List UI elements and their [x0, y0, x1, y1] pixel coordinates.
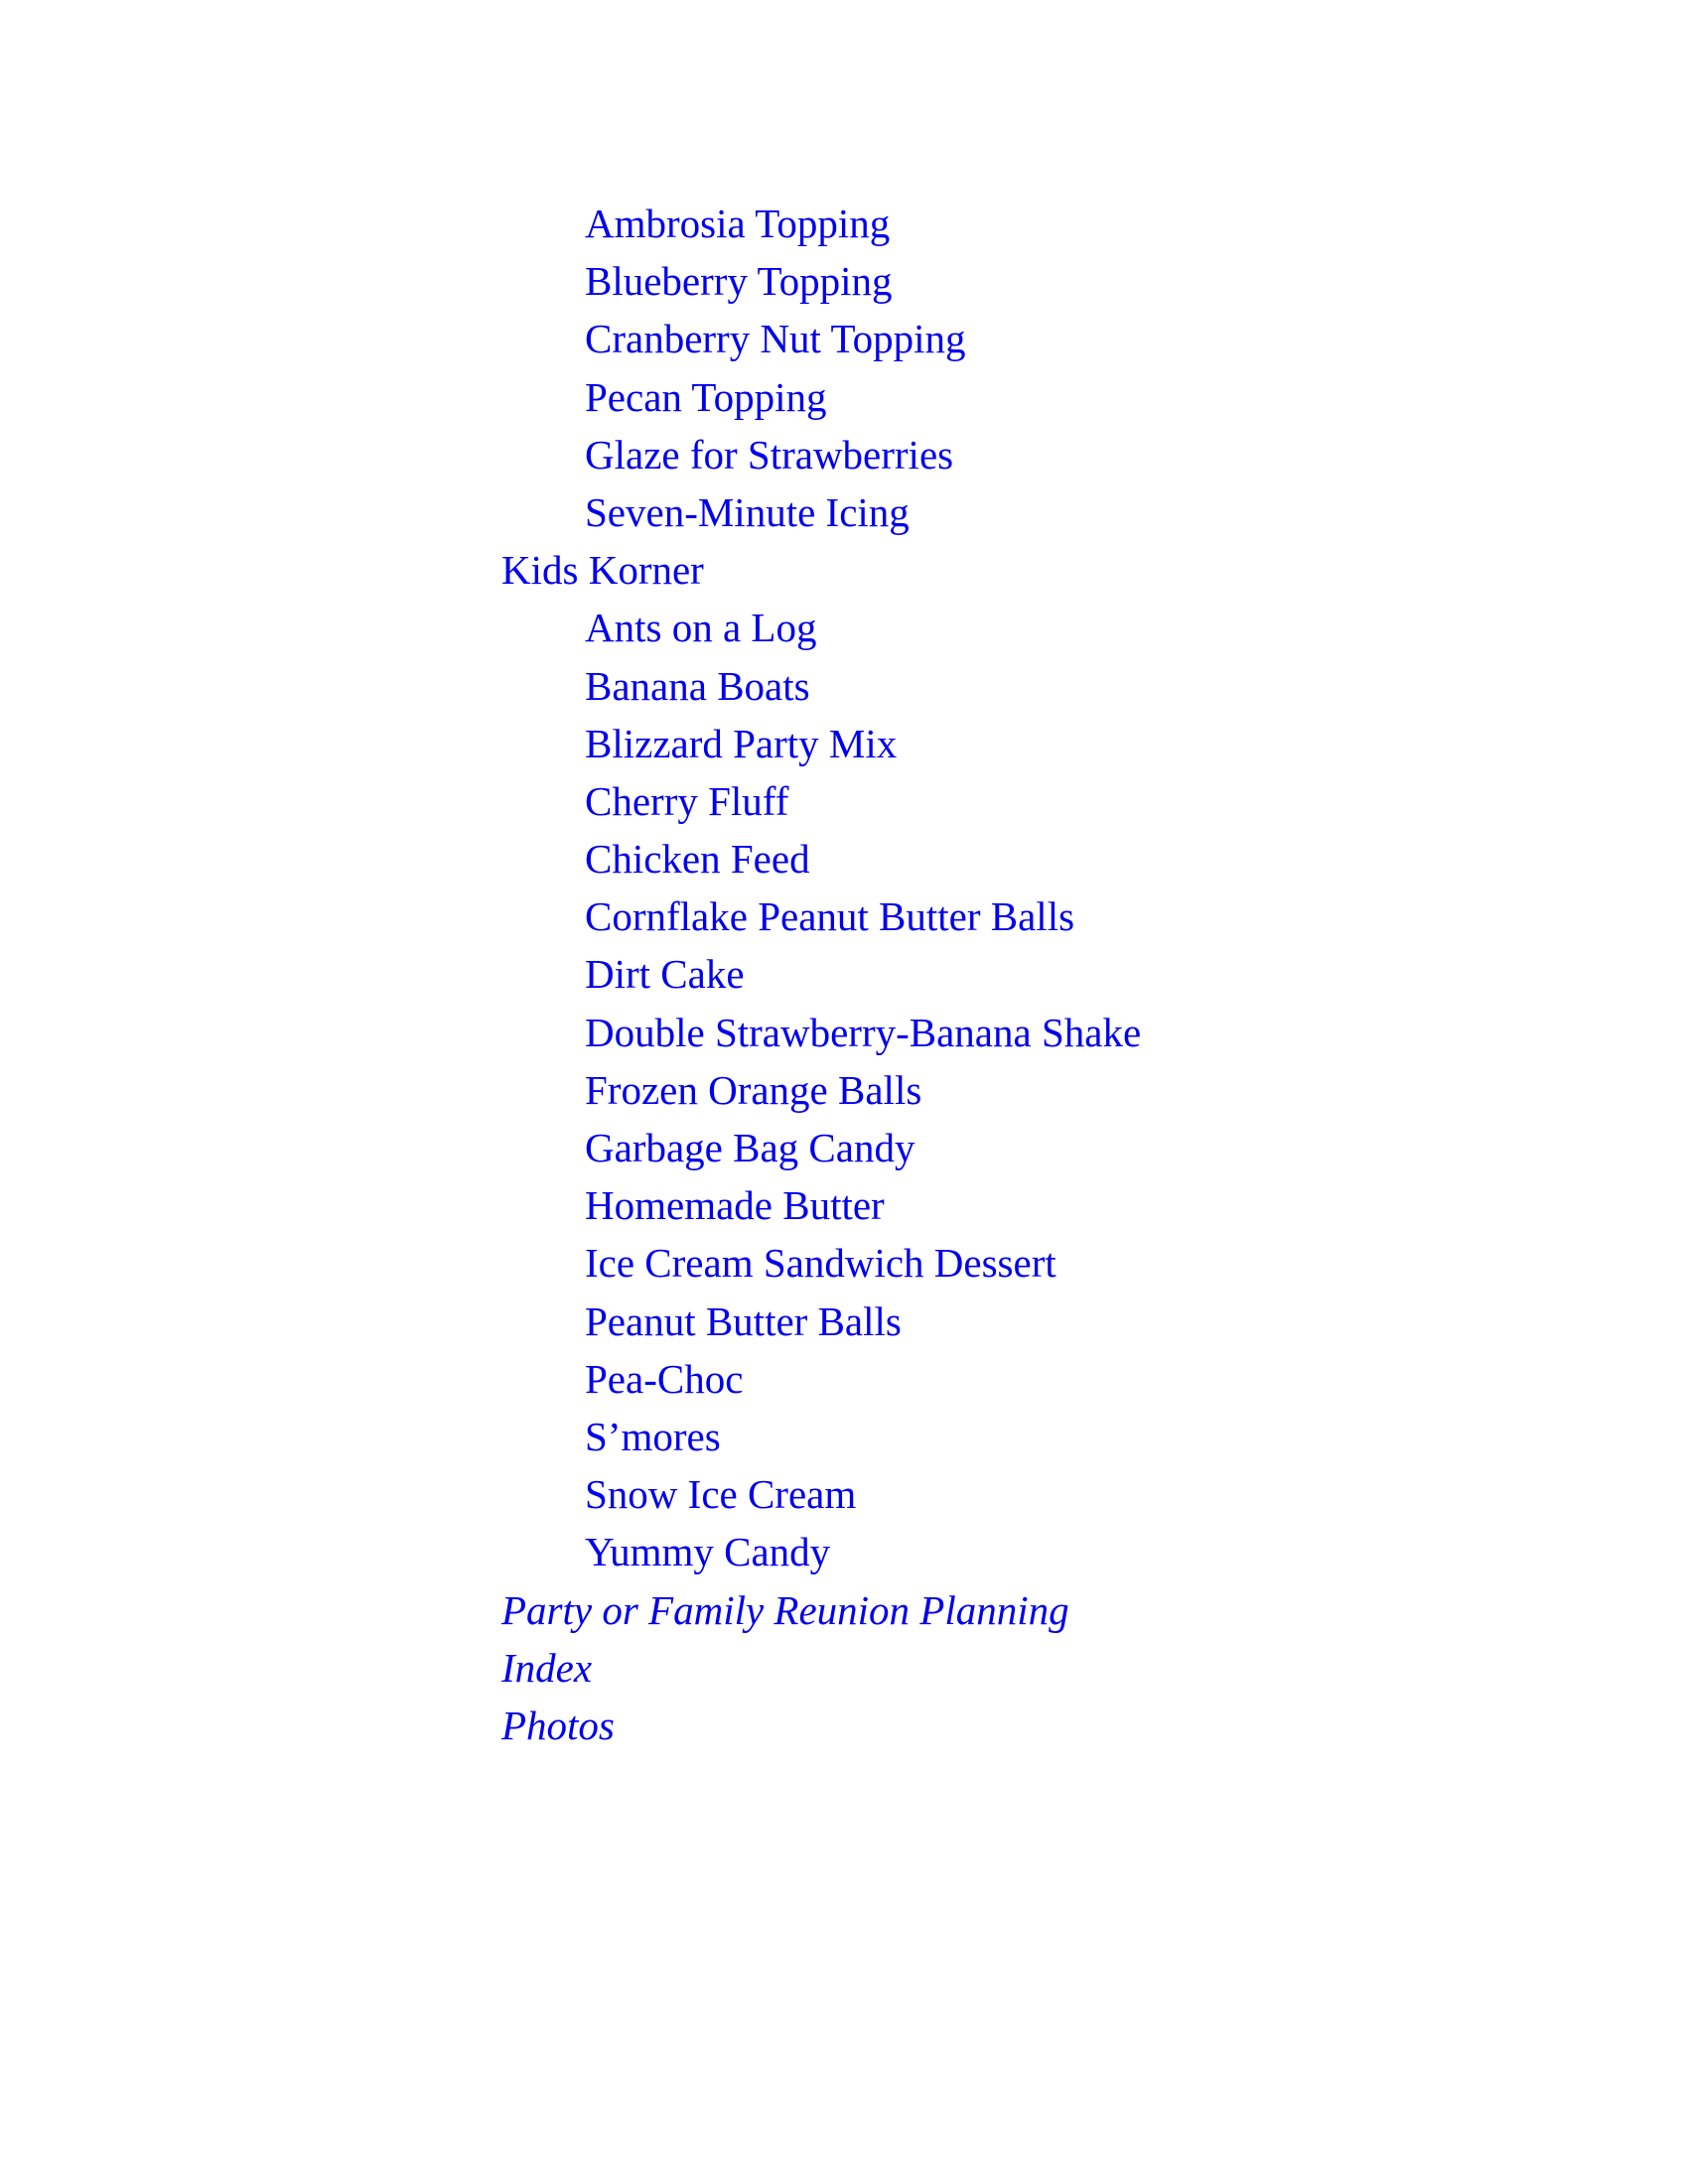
- toc-entry-label[interactable]: Pecan Topping: [585, 373, 827, 420]
- toc-entry-label[interactable]: Frozen Orange Balls: [585, 1066, 922, 1113]
- toc-recipe-link[interactable]: [0, 1293, 1688, 1350]
- toc-entry-label[interactable]: Pea-Choc: [585, 1355, 744, 1402]
- toc-recipe-link[interactable]: [0, 1004, 1688, 1061]
- toc-recipe-link[interactable]: [0, 1119, 1688, 1176]
- toc-entry-label[interactable]: Ambrosia Topping: [585, 201, 891, 246]
- toc-recipe-link[interactable]: [0, 887, 1688, 945]
- toc-entry-label[interactable]: Ice Cream Sandwich Dessert: [585, 1240, 1056, 1287]
- toc-recipe-link[interactable]: [0, 1408, 1688, 1465]
- toc-entry-label[interactable]: Dirt Cake: [585, 951, 745, 998]
- toc-entry-label[interactable]: S’mores: [585, 1413, 721, 1459]
- toc-recipe-link[interactable]: [0, 830, 1688, 887]
- toc-entry-label[interactable]: Peanut Butter Balls: [585, 1297, 902, 1344]
- toc-recipe-link[interactable]: [0, 1061, 1688, 1119]
- toc-recipe-link[interactable]: [0, 252, 1688, 310]
- toc-entry-label[interactable]: Yummy Candy: [585, 1529, 831, 1575]
- toc-recipe-link[interactable]: [0, 1234, 1688, 1292]
- toc-recipe-link[interactable]: [0, 1350, 1688, 1408]
- toc-recipe-link[interactable]: [0, 1523, 1688, 1580]
- toc-recipe-link[interactable]: [0, 1465, 1688, 1523]
- toc-section-link[interactable]: [0, 541, 1688, 599]
- toc-recipe-link[interactable]: [0, 945, 1688, 1003]
- toc-recipe-link[interactable]: [0, 772, 1688, 830]
- toc-recipe-link[interactable]: [0, 426, 1688, 483]
- toc-entry-label[interactable]: Homemade Butter: [585, 1182, 885, 1229]
- toc-section-link[interactable]: [0, 1639, 1688, 1697]
- toc-recipe-link[interactable]: [0, 1176, 1688, 1234]
- toc-entry-label[interactable]: Photos: [501, 1702, 615, 1748]
- toc-section-link[interactable]: [0, 1697, 1688, 1754]
- toc-entry-label[interactable]: Cranberry Nut Topping: [585, 316, 966, 362]
- toc-entry-label[interactable]: Blizzard Party Mix: [585, 720, 898, 766]
- toc-entry-label[interactable]: Snow Ice Cream: [585, 1471, 857, 1518]
- toc-entry-label[interactable]: Blueberry Topping: [585, 258, 893, 305]
- toc-entry-label[interactable]: Cherry Fluff: [585, 777, 789, 824]
- toc-entry-label[interactable]: Index: [501, 1644, 593, 1691]
- toc-entry-label[interactable]: Kids Korner: [501, 547, 704, 594]
- toc-recipe-link[interactable]: [0, 310, 1688, 367]
- toc-recipe-link[interactable]: [0, 657, 1688, 715]
- toc-entry-label[interactable]: Glaze for Strawberries: [585, 431, 954, 478]
- toc-recipe-link[interactable]: [0, 483, 1688, 541]
- toc-entry-label[interactable]: Seven-Minute Icing: [585, 488, 910, 535]
- toc-entry-label[interactable]: Ants on a Log: [585, 605, 817, 651]
- toc-recipe-link[interactable]: [0, 599, 1688, 656]
- toc-recipe-link[interactable]: [0, 195, 1688, 252]
- toc-section-link[interactable]: [0, 1581, 1688, 1639]
- toc-entry-label[interactable]: Garbage Bag Candy: [585, 1125, 915, 1170]
- toc-recipe-link[interactable]: [0, 715, 1688, 772]
- table-of-contents: [0, 195, 1688, 1754]
- toc-entry-label[interactable]: Cornflake Peanut Butter Balls: [585, 893, 1075, 940]
- toc-entry-label[interactable]: Banana Boats: [585, 662, 810, 709]
- toc-recipe-link[interactable]: [0, 368, 1688, 426]
- toc-entry-label[interactable]: Double Strawberry-Banana Shake: [585, 1009, 1142, 1055]
- toc-entry-label[interactable]: Party or Family Reunion Planning: [501, 1586, 1069, 1633]
- toc-entry-label[interactable]: Chicken Feed: [585, 836, 810, 883]
